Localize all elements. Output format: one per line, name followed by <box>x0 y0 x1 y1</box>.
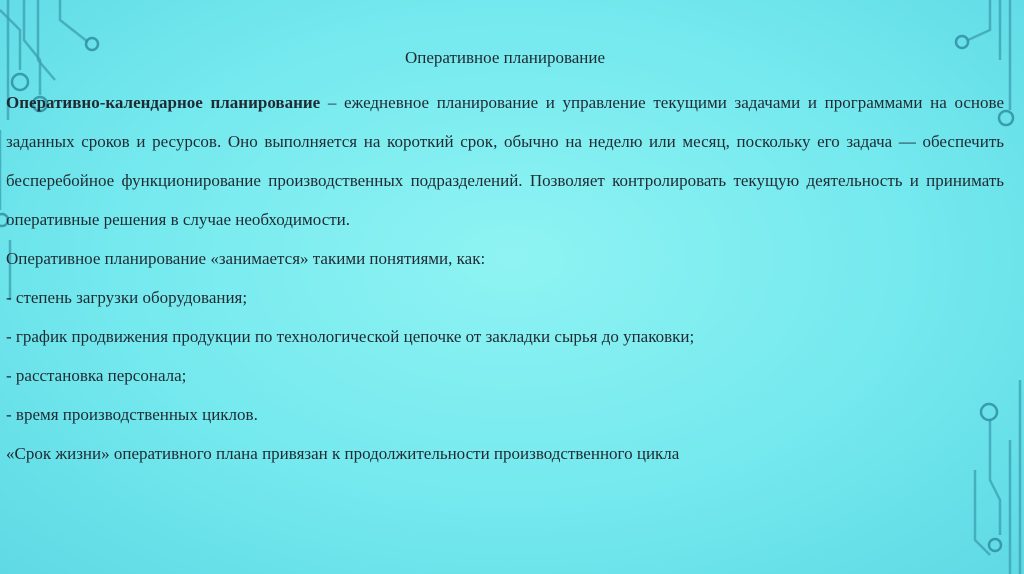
list-item: - график продвижения продукции по технологической цепочке от закладки сырья до упаковки; <box>6 327 695 346</box>
definition-text: – ежедневное планирование и управление текущими задачами и программами на основе заданных сроков и ресурсов. Оно выполняется на короткий срок, обычно на неделю или месяц, поскольку его задача — обеспечить бесперебойное функционирование производственных подразделений. Позволяет контролировать текущую деятельность и принимать оперативные решения в случае необходимости. <box>6 93 1004 229</box>
definition-term: Оперативно-календарное планирование <box>6 93 321 112</box>
intro-line: Оперативное планирование «занимается» такими понятиями, как: <box>6 249 486 268</box>
list-item: - время производственных циклов. <box>6 405 258 424</box>
conclusion-line: «Срок жизни» оперативного плана привязан к продолжительности производственного цикла <box>6 444 680 463</box>
slide-title: Оперативное планирование <box>404 48 606 67</box>
list-item: - степень загрузки оборудования; <box>6 288 248 307</box>
list-item: - расстановка персонала; <box>6 366 187 385</box>
slide-content <box>6 83 1004 473</box>
definition-paragraph <box>6 83 1004 239</box>
